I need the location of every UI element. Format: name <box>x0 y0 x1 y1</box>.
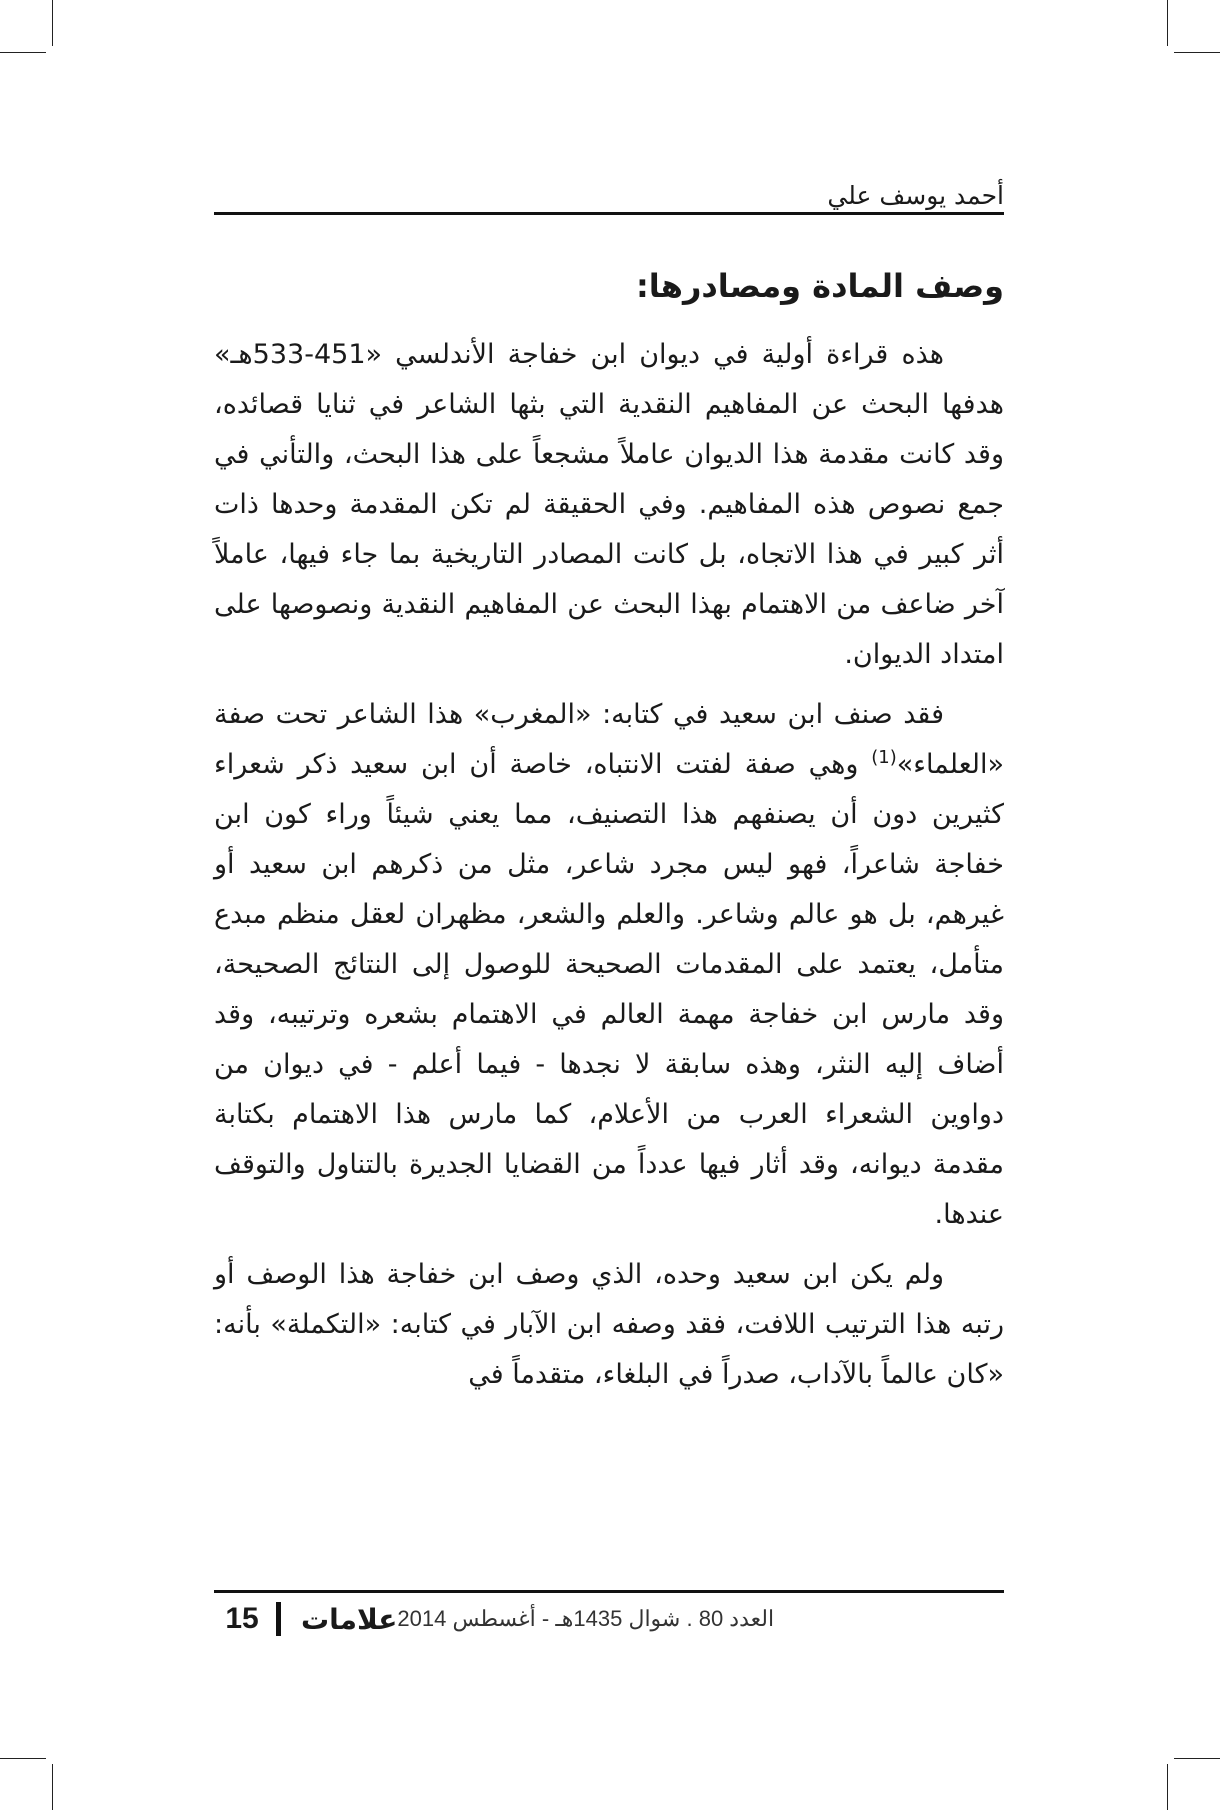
crop-mark <box>52 1764 53 1810</box>
page-number: 15 <box>225 1602 259 1635</box>
section-title: وصف المادة ومصادرها: <box>635 267 1004 305</box>
crop-mark <box>1174 1758 1220 1759</box>
running-head-author: أحمد يوسف علي <box>827 181 1004 210</box>
body-text <box>214 330 1004 1410</box>
footer-rule <box>214 1590 1004 1593</box>
paragraph <box>214 690 1004 1240</box>
journal-logo: علامات <box>301 1602 398 1636</box>
page-footer <box>214 1598 834 1640</box>
paragraph: ولم يكن ابن سعيد وحده، الذي وصف ابن خفاجة هذا الوصف أو رتبه هذا الترتيب اللافت، فقد وصفه ابن الآبار في كتابه: «التكملة» بأنه: «كان عالماً بالآداب، صدراً في البلغاء، متقدماً في <box>214 1259 1004 1390</box>
paragraph-text: وهي صفة لفتت الانتباه، خاصة أن ابن سعيد ذكر شعراء كثيرين دون أن يصنفهم هذا التصنيف، مما يعني شيئاً وراء كون ابن خفاجة شاعراً، فهو ليس مجرد شاعر، مثل من ذكرهم ابن سعيد أو غيرهم، بل هو عالم وشاعر. والعلم والشعر، مظهران لعقل منظم مبدع متأمل، يعتمد على المقدمات الصحيحة للوصول إلى النتائج الصحيحة، وقد مارس ابن خفاجة مهمة العالم في الاهتمام بشعره وترتيبه، وقد أضاف إليه النثر، وهذه سابقة لا نجدها - فيما أعلم - في ديوان من دواوين الشعراء العرب من الأعلام، كما مارس هذا الاهتمام بكتابة مقدمة ديوانه، وقد أثار فيها عدداً من القضايا الجديرة بالتناول والتوقف عندها. <box>214 749 1004 1230</box>
header-rule <box>214 212 1004 215</box>
crop-mark <box>1167 0 1168 46</box>
paragraph-text: فقد صنف ابن سعيد في كتابه: «المغرب» هذا الشاعر تحت صفة «العلماء» <box>214 699 1004 780</box>
crop-mark <box>0 52 46 53</box>
paragraph: هذه قراءة أولية في ديوان ابن خفاجة الأندلسي «451-533هـ» هدفها البحث عن المفاهيم النقدية التي بثها الشاعر في ثنايا قصائده، وقد كانت مقدمة هذا الديوان عاملاً مشجعاً على هذا البحث، والتأني في جمع نصوص هذه المفاهيم. وفي الحقيقة لم تكن المقدمة وحدها ذات أثر كبير في هذا الاتجاه، بل كانت المصادر التاريخية بما جاء فيها، عاملاً آخر ضاعف من الاهتمام بهذا البحث عن المفاهيم النقدية ونصوصها على امتداد الديوان. <box>214 339 1004 670</box>
crop-mark <box>1167 1764 1168 1810</box>
crop-mark <box>52 0 53 46</box>
footer-divider <box>276 1602 281 1636</box>
issue-info: العدد 80 . شوال 1435هـ - أغسطس 2014 <box>397 1606 775 1631</box>
crop-mark <box>0 1758 46 1759</box>
footnote-marker[interactable]: (1) <box>871 747 897 768</box>
crop-mark <box>1174 52 1220 53</box>
